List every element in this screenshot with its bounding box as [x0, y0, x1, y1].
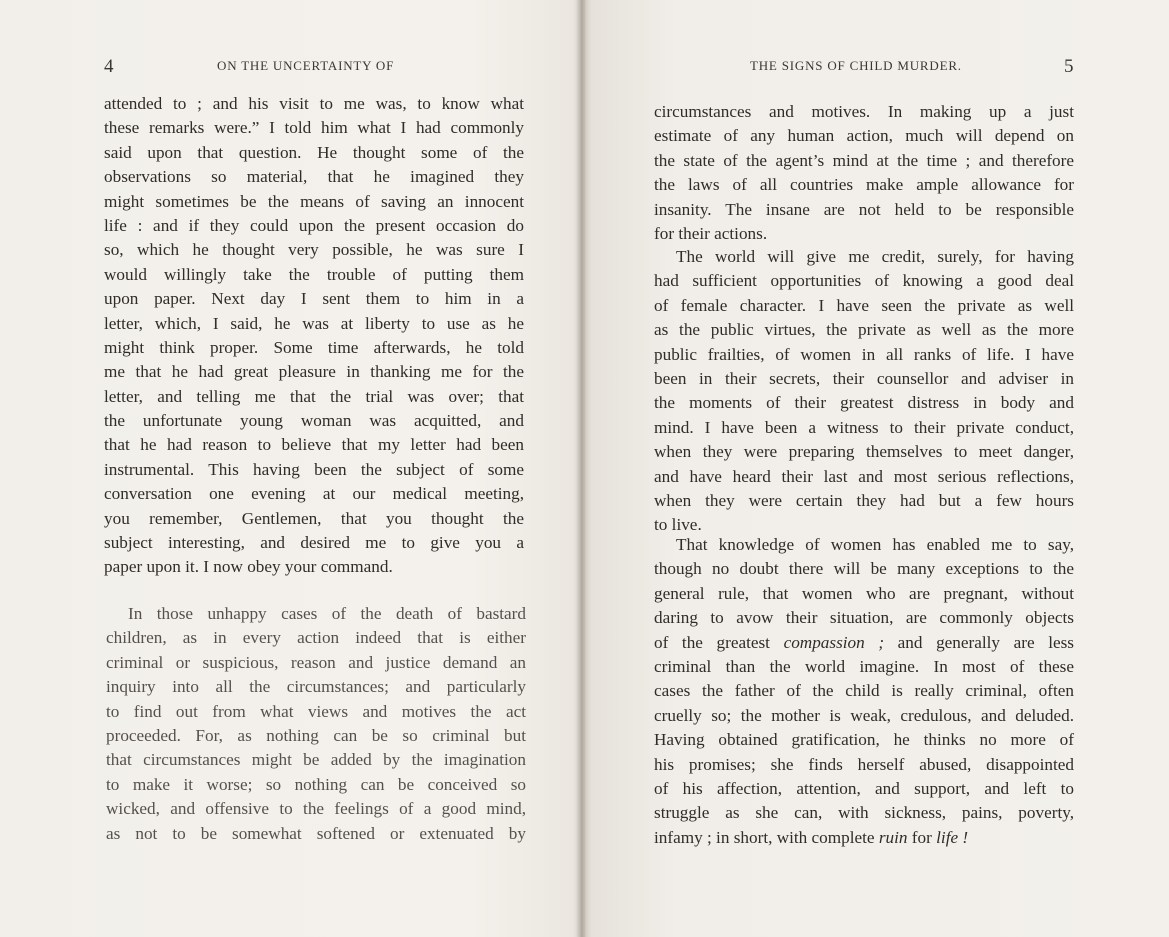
left-page [0, 0, 578, 937]
running-head: ON THE UNCERTAINTY OF [217, 58, 395, 73]
text-line: you remember, Gentlemen, that you thought the [104, 508, 524, 528]
text-line: Having obtained gratification, he thinks no more of [654, 730, 1074, 750]
text-line: attended to ; and his visit to me was, to know what [104, 94, 524, 113]
text-line [654, 826, 1074, 850]
text-line: circumstances and motives. In making up a just [654, 102, 1074, 121]
text-line: criminal than the world imagine. In most of these [654, 656, 1074, 676]
text-line: cruelly so; the mother is weak, credulous, and deluded. [654, 705, 1074, 725]
text-line: that circumstances might be added by the imagination [106, 750, 526, 770]
text-line: subject interesting, and desired me to give you a [104, 533, 524, 553]
text-line: me that he had great pleasure in thanking me for the [104, 362, 524, 382]
text-run: and generally are less [884, 632, 1074, 652]
text-line: The world will give me credit, surely, for having [676, 247, 1074, 266]
text-line: letter, which, I said, he was at liberty to use as he [104, 313, 524, 333]
text-line: the laws of all countries make ample allowance for [654, 175, 1074, 195]
text-line: though no doubt there will be many exceptions to the [654, 559, 1074, 579]
paragraph [104, 92, 524, 580]
text-line: would willingly take the trouble of putting them [104, 264, 524, 284]
text-line: been in their secrets, their counsellor and adviser in [654, 368, 1074, 388]
emphasis-text: ruin [878, 827, 908, 847]
text-line: to make it worse; so nothing can be conceived so [106, 774, 526, 794]
text-line: might sometimes be the means of saving an innocent [104, 191, 524, 211]
text-line: the moments of their greatest distress in body and [654, 393, 1074, 413]
text-line: In those unhappy cases of the death of bastard [128, 604, 526, 623]
paragraph [654, 533, 1074, 850]
text-line: of his affection, attention, and support, and left to [654, 778, 1074, 798]
emphasis-text: compassion ; [783, 632, 885, 652]
text-line: the unfortunate young woman was acquitted, and [104, 411, 524, 431]
paragraph [654, 100, 1074, 246]
text-line: when they were preparing themselves to meet danger, [654, 442, 1074, 462]
text-line: That knowledge of women has enabled me to say, [676, 535, 1074, 554]
text-line: insanity. The insane are not held to be responsible [654, 199, 1074, 219]
text-line: observations so material, that he imagined they [104, 167, 524, 187]
text-line: when they were certain they had but a few hours [654, 490, 1074, 510]
text-line: letter, and telling me that the trial was over; that [104, 386, 524, 406]
text-line: wicked, and offensive to the feelings of a good mind, [106, 799, 526, 819]
text-line: criminal or suspicious, reason and justice demand an [106, 652, 526, 672]
text-line: so, which he thought very possible, he was sure I [104, 240, 524, 260]
text-line: that he had reason to believe that my letter had been [104, 435, 524, 455]
text-line: as not to be somewhat softened or extenuated by [106, 823, 526, 843]
text-line: for their actions. [654, 223, 768, 243]
text-line: proceeded. For, as nothing can be so criminal but [106, 725, 526, 745]
text-line: had sufficient opportunities of knowing a good deal [654, 271, 1074, 291]
text-line: to live. [654, 515, 702, 535]
paragraph [106, 602, 526, 846]
text-line: daring to avow their situation, are commonly objects [654, 608, 1074, 628]
text-line: might think proper. Some time afterwards, he told [104, 337, 524, 357]
running-head: THE SIGNS OF CHILD MURDER. [750, 58, 962, 73]
text-line: his promises; she finds herself abused, disappointed [654, 754, 1074, 774]
right-page [584, 0, 1169, 937]
emphasis-text: life ! [936, 827, 969, 847]
text-line: cases the father of the child is really criminal, often [654, 681, 1074, 701]
text-line: of female character. I have seen the private as well [654, 295, 1074, 315]
text-line: conversation one evening at our medical meeting, [104, 484, 524, 504]
page-number: 4 [104, 56, 114, 77]
text-run: for [907, 827, 937, 847]
text-line: children, as in every action indeed that is either [106, 628, 526, 648]
text-line: inquiry into all the circumstances; and particularly [106, 677, 526, 697]
text-line: said upon that question. He thought some of the [104, 142, 524, 162]
text-line: as the public virtues, the private as well as the more [654, 320, 1074, 340]
text-line: mind. I have been a witness to their private conduct, [654, 417, 1074, 437]
text-line: these remarks were.” I told him what I had commonly [104, 118, 524, 138]
text-line: paper upon it. I now obey your command. [104, 557, 393, 577]
text-line: general rule, that women who are pregnant, without [654, 583, 1074, 603]
text-line: to find out from what views and motives the act [106, 701, 526, 721]
text-line: public frailties, of women in all ranks of life. I have [654, 344, 1074, 364]
text-line: the state of the agent’s mind at the time ; and therefore [654, 150, 1074, 170]
paragraph [654, 245, 1074, 538]
text-line [654, 631, 1074, 655]
text-line: struggle as she can, with sickness, pains, poverty, [654, 803, 1074, 823]
text-run: infamy ; in short, with complete [654, 827, 879, 847]
page-number: 5 [1064, 56, 1074, 77]
text-line: upon paper. Next day I sent them to him in a [104, 289, 524, 309]
text-line: and have heard their last and most serious reflections, [654, 466, 1074, 486]
text-line: instrumental. This having been the subject of some [104, 459, 524, 479]
text-run: of the greatest [654, 632, 784, 652]
text-line: estimate of any human action, much will depend on [654, 126, 1074, 146]
text-line: life : and if they could upon the present occasion do [104, 215, 524, 235]
